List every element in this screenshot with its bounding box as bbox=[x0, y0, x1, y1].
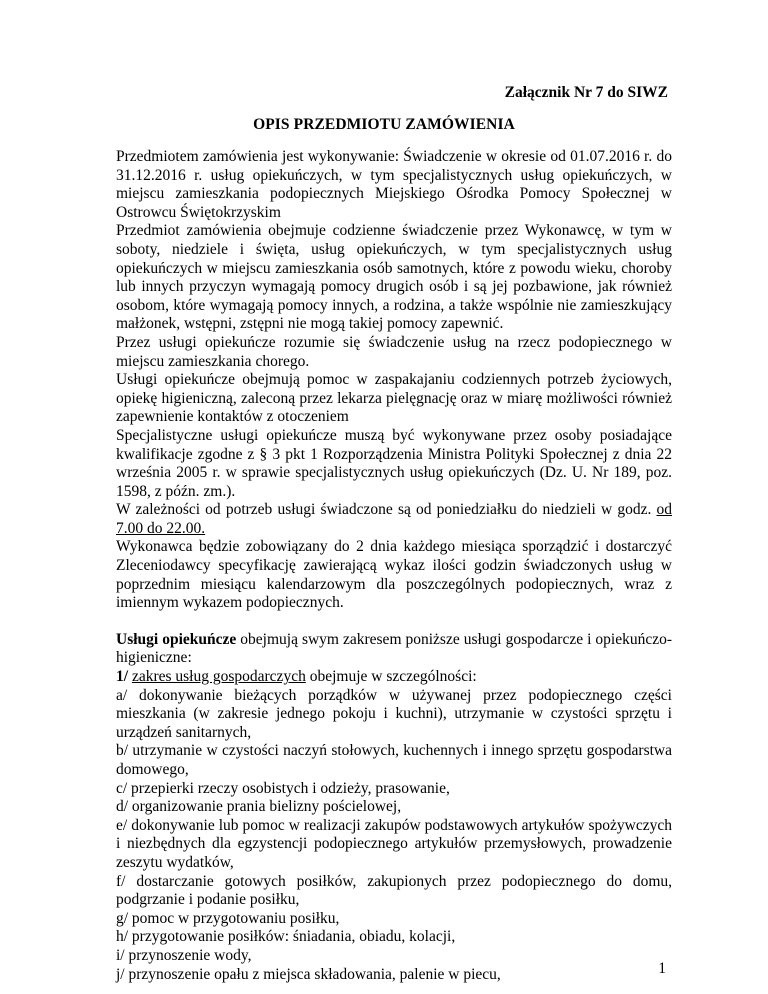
intro-paragraph-care-range: Usługi opiekuńcze obejmują pomoc w zaspakajaniu codziennych potrzeb życiowych, opiekę higieniczną, zaleconą przez lekarza pielęgnację oraz w miarę możliwości również zapewnienie kontaktów z otoczeniem bbox=[116, 371, 672, 426]
intro-paragraph-reporting: Wykonawca będzie zobowiązany do 2 dnia każdego miesiąca sporządzić i dostarczyć Zleceniodawcy specyfikację zawierającą wykaz ilości godzin świadczonych usług w poprzednim miesiącu kalendarzowym dla poszczególnych podopiecznych, wraz z imiennym wykazem podopiecznych. bbox=[116, 538, 672, 612]
list-item-j: j/ przynoszenie opału z miejsca składowania, palenie w piecu, bbox=[116, 965, 501, 983]
services-lead bbox=[116, 631, 672, 668]
section1-number: 1/ bbox=[116, 668, 129, 686]
list-item-i: i/ przynoszenie wody, bbox=[116, 946, 252, 964]
services-lead-bold: Usługi opiekuńcze bbox=[116, 630, 237, 648]
list-item-d: d/ organizowanie prania bielizny pościelowej, bbox=[116, 798, 402, 816]
hours-range: od 7.00 do 22.00. bbox=[116, 501, 672, 537]
list-item-h: h/ przygotowanie posiłków: śniadania, obiadu, kolacji, bbox=[116, 928, 456, 946]
section1-title: zakres usług gospodarczych bbox=[131, 668, 306, 686]
intro-paragraph-scope: Przedmiot zamówienia obejmuje codzienne świadczenie przez Wykonawcę, w tym w soboty, niedziele i święta, usług opiekuńczych, w tym specjalistycznych usług opiekuńczych w miejscu zamieszkania osób samotnych, które z powodu wieku, choroby lub innych przyczyn wymagają pomocy drugich osób i są jej pozbawione, jak również osobom, które wymagają pomocy innych, a rodzina, a także wspólnie nie zamieszkujący małżonek, wstępni, zstępni nie mogą takiej pomocy zapewnić. bbox=[116, 222, 672, 333]
list-item-c: c/ przepierki rzeczy osobistych i odzieży, prasowanie, bbox=[116, 779, 450, 797]
intro-paragraph-hours bbox=[116, 501, 672, 538]
section1-heading bbox=[116, 668, 672, 687]
services-lead-rest: obejmują swym zakresem poniższe usługi gospodarcze i opiekuńczo-higieniczne: bbox=[116, 630, 672, 667]
list-item-e: e/ dokonywanie lub pomoc w realizacji zakupów podstawowych artykułów spożywczych i niezbędnych dla egzystencji podopiecznego artykułów przemysłowych, prowadzenie zeszytu wydatków, bbox=[116, 816, 672, 871]
list-item-a: a/ dokonywanie bieżących porządków w używanej przez podopiecznego części mieszkania (w zakresie jednego pokoju i kuchni), utrzymanie w czystości sprzętu i urządzeń sanitarnych, bbox=[116, 686, 672, 741]
page-number: 1 bbox=[658, 960, 666, 977]
section-spacer bbox=[116, 613, 672, 631]
intro-paragraph-qualifications: Specjalistyczne usługi opiekuńcze muszą być wykonywane przez osoby posiadające kwalifikacje zgodne z § 3 pkt 1 Rozporządzenia Ministra Polityki Społecznej z dnia 22 września 2005 r. w sprawie specjalistycznych usług opiekuńczych (Dz. U. Nr 189, poz. 1598, z późn. zm.). bbox=[116, 426, 672, 500]
intro-paragraph-subject: Przedmiotem zamówienia jest wykonywanie: Świadczenie w okresie od 01.07.2016 r. do 31.12.2016 r. usług opiekuńczych, w tym specjalistycznych usług opiekuńczych, w miejscu zamieszkania podopiecznych Miejskiego Ośrodka Pomocy Społecznej w Ostrowcu Świętokrzyskim bbox=[116, 148, 672, 221]
list-item-f: f/ dostarczanie gotowych posiłków, zakupionych przez podopiecznego do domu, podgrzanie i podanie posiłku, bbox=[116, 872, 672, 909]
document-title: OPIS PRZEDMIOTU ZAMÓWIENIA bbox=[253, 116, 515, 133]
intro-paragraph-definition: Przez usługi opiekuńcze rozumie się świadczenie usług na rzecz podopiecznego w miejscu zamieszkania chorego. bbox=[116, 333, 672, 370]
list-item-b: b/ utrzymanie w czystości naczyń stołowych, kuchennych i innego sprzętu gospodarstwa domowego, bbox=[116, 742, 672, 778]
section1-rest: obejmuje w szczególności: bbox=[305, 668, 477, 686]
annex-label: Załącznik Nr 7 do SIWZ bbox=[504, 84, 668, 101]
document-body bbox=[116, 148, 672, 984]
list-item-g: g/ pomoc w przygotowaniu posiłku, bbox=[116, 909, 340, 927]
hours-text: W zależności od potrzeb usługi świadczone są od poniedziałku do niedzieli w godz. bbox=[116, 501, 657, 519]
